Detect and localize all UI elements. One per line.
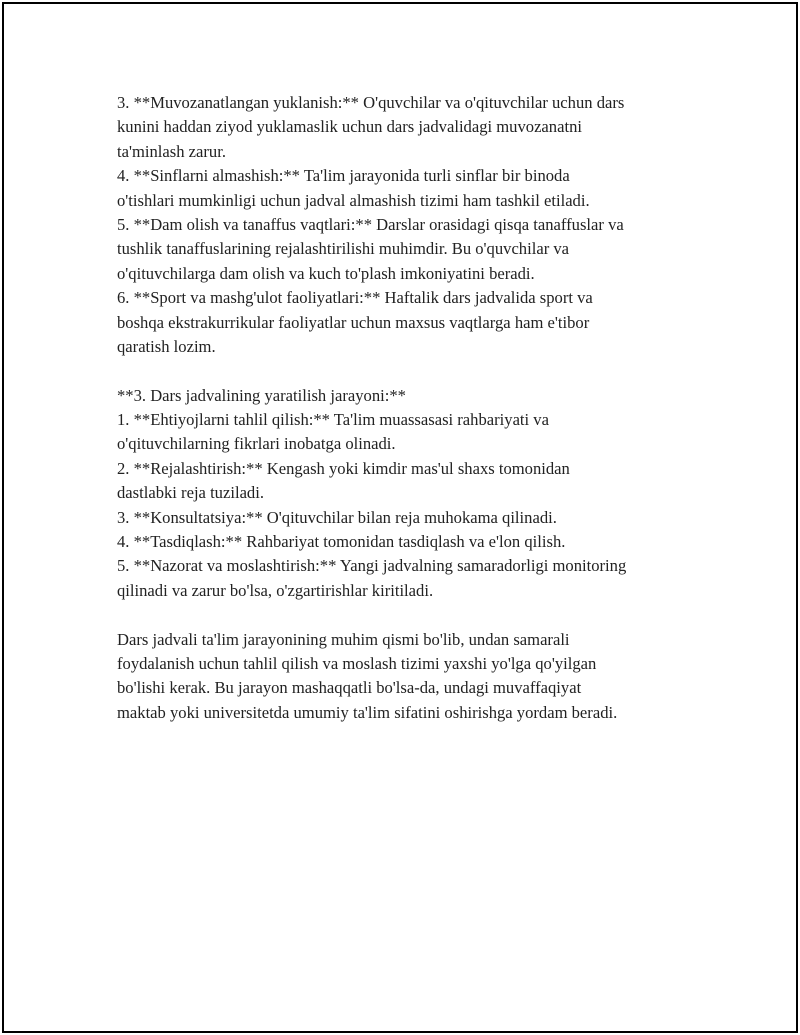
- text-line: Dars jadvali ta'lim jarayonining muhim qismi bo'lib, undan samarali: [117, 629, 570, 649]
- text-line: 4. **Sinflarni almashish:** Ta'lim jarayonida turli sinflar bir binoda: [117, 166, 570, 186]
- text-line: 4. **Tasdiqlash:** Rahbariyat tomonidan tasdiqlash va e'lon qilish.: [117, 532, 566, 552]
- document-body: [117, 91, 717, 725]
- text-line: 6. **Sport va mashg'ulot faoliyatlari:** Haftalik dars jadvalida sport va: [117, 288, 593, 308]
- text-line: tushlik tanaffuslarining rejalashtirilishi muhimdir. Bu o'quvchilar va: [117, 239, 570, 259]
- text-line: qaratish lozim.: [117, 336, 216, 356]
- text-line: kunini haddan ziyod yuklamaslik uchun dars jadvalidagi muvozanatni: [117, 117, 582, 137]
- paragraph-spacer: [117, 359, 717, 383]
- text-line: qilinadi va zarur bo'lsa, o'zgartirishlar kiritiladi.: [117, 580, 434, 600]
- text-line: 5. **Dam olish va tanaffus vaqtlari:** Darslar orasidagi qisqa tanaffuslar va: [117, 214, 624, 234]
- paragraph-creation-process: [117, 384, 717, 604]
- text-line: maktab yoki universitetda umumiy ta'lim sifatini oshirishga yordam beradi.: [117, 702, 618, 722]
- text-line: 2. **Rejalashtirish:** Kengash yoki kimdir mas'ul shaxs tomonidan: [117, 458, 570, 478]
- text-line: bo'lishi kerak. Bu jarayon mashaqqatli bo'lsa-da, undagi muvaffaqiyat: [117, 678, 582, 698]
- text-line: o'tishlari mumkinligi uchun jadval almashish tizimi ham tashkil etiladi.: [117, 190, 590, 210]
- paragraph-timetable-principles: [117, 91, 717, 359]
- section-heading: **3. Dars jadvalining yaratilish jarayoni:**: [117, 385, 406, 405]
- text-line: o'qituvchilarning fikrlari inobatga olinadi.: [117, 434, 396, 454]
- text-line: 3. **Muvozanatlangan yuklanish:** O'quvchilar va o'qituvchilar uchun dars: [117, 93, 625, 112]
- text-line: ta'minlash zarur.: [117, 141, 226, 161]
- paragraph-spacer: [117, 603, 717, 627]
- text-line: 1. **Ehtiyojlarni tahlil qilish:** Ta'lim muassasasi rahbariyati va: [117, 410, 549, 430]
- text-line: foydalanish uchun tahlil qilish va moslash tizimi yaxshi yo'lga qo'yilgan: [117, 653, 597, 673]
- paragraph-conclusion: [117, 628, 717, 726]
- text-line: boshqa ekstrakurrikular faoliyatlar uchun maxsus vaqtlarga ham e'tibor: [117, 312, 590, 332]
- text-line: o'qituvchilarga dam olish va kuch to'plash imkoniyatini beradi.: [117, 263, 535, 283]
- text-line: 3. **Konsultatsiya:** O'qituvchilar bilan reja muhokama qilinadi.: [117, 507, 557, 527]
- text-line: 5. **Nazorat va moslashtirish:** Yangi jadvalning samaradorligi monitoring: [117, 556, 627, 576]
- text-line: dastlabki reja tuziladi.: [117, 483, 264, 503]
